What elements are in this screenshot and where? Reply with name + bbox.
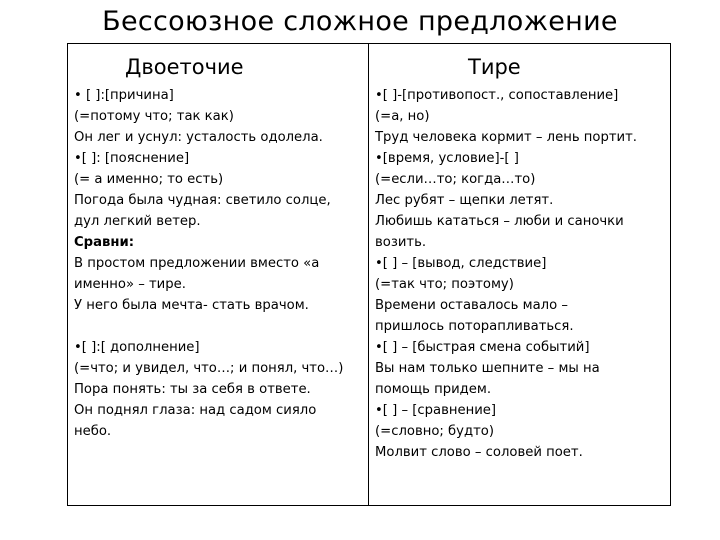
colon-heading: Двоеточие [125, 55, 244, 79]
text-line: дул легкий ветер. [74, 214, 201, 229]
text-line: У него была мечта- стать врачом. [74, 298, 309, 313]
text-line: •[ ]-[противопост., сопоставление] [375, 88, 619, 103]
text-line: Вы нам только шепните – мы на [375, 361, 600, 376]
text-line: (=так что; поэтому) [375, 277, 514, 292]
text-line: •[ ] – [быстрая смена событий] [375, 340, 590, 355]
text-line: Времени оставалось мало – [375, 298, 568, 313]
text-line: Любишь кататься – люби и саночки [375, 214, 624, 229]
text-line: Сравни: [74, 235, 134, 250]
text-line: •[ ]:[ дополнение] [74, 340, 200, 355]
text-line: •[ ] – [сравнение] [375, 403, 497, 418]
text-line: • [ ]:[причина] [74, 88, 174, 103]
dash-heading: Тире [468, 55, 521, 79]
text-line: Молвит слово – соловей поет. [375, 445, 583, 460]
text-line: Труд человека кормит – лень портит. [375, 130, 637, 145]
colon-column [68, 44, 369, 505]
text-line: •[ ]: [пояснение] [74, 151, 190, 166]
text-line: именно» – тире. [74, 277, 186, 292]
text-line: В простом предложении вместо «а [74, 256, 320, 271]
slide-title: Бессоюзное сложное предложение [102, 6, 618, 37]
text-line: пришлось поторапливаться. [375, 319, 574, 334]
text-line: Он лег и уснул: усталость одолела. [74, 130, 323, 145]
text-line: Лес рубят – щепки летят. [375, 193, 554, 208]
text-line: небо. [74, 424, 112, 439]
text-line: (=если…то; когда…то) [375, 172, 536, 187]
text-line: (= а именно; то есть) [74, 172, 224, 187]
text-line: (=потому что; так как) [74, 109, 234, 124]
text-line: Погода была чудная: светило солце, [74, 193, 331, 208]
text-line: •[ ] – [вывод, следствие] [375, 256, 547, 271]
text-line: Он поднял глаза: над садом сияло [74, 403, 317, 418]
text-line: (=что; и увидел, что…; и понял, что…) [74, 361, 344, 376]
dash-column [369, 44, 670, 505]
text-line: возить. [375, 235, 427, 250]
text-line: (=словно; будто) [375, 424, 494, 439]
text-line: Пора понять: ты за себя в ответе. [74, 382, 311, 397]
comparison-table [67, 43, 671, 506]
text-line: помощь придем. [375, 382, 492, 397]
dash-rules [375, 85, 637, 463]
colon-rules [74, 85, 343, 442]
text-line [74, 316, 343, 337]
text-line: •[время, условие]-[ ] [375, 151, 519, 166]
text-line: (=а, но) [375, 109, 430, 124]
